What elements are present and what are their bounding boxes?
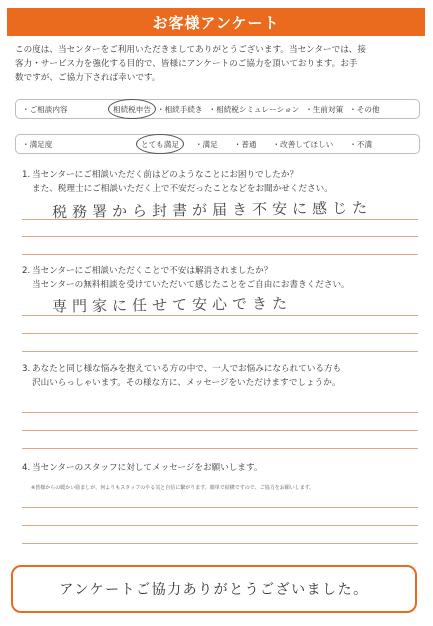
question-number: 4. <box>22 463 31 473</box>
header-banner <box>7 8 425 36</box>
question-number: 3. <box>22 364 31 374</box>
consultation-option-inheritance-procedures[interactable]: ・相続手続き <box>156 104 203 114</box>
answer-line <box>22 351 418 352</box>
intro-line: 数ですが、ご協力下されば幸いです。 <box>15 73 161 83</box>
answer-line <box>22 219 418 220</box>
encouragement-note: ※皆様からの暖かい励ましが、何よりもスタッフのやる気と自信に繋がります。簡単で結構ですので、ご協力をお願いします。 <box>31 485 315 491</box>
question-number: 2. <box>22 266 31 276</box>
intro-line: この度は、当センターをご利用いただきましてありがとうございます。当センターでは、接 <box>15 45 366 55</box>
answer-line <box>22 254 418 255</box>
question-text: 当センターの無料相談を受けていただいて感じたことをご自由にお書きください。 <box>32 280 350 290</box>
satisfaction-option-neutral[interactable]: ・普通 <box>233 139 257 149</box>
consultation-option-inheritance-tax-return[interactable]: 相続税申告 <box>110 104 154 115</box>
consultation-option-other[interactable]: ・その他 <box>349 104 380 114</box>
satisfaction-option-satisfied[interactable]: ・満足 <box>194 139 218 149</box>
satisfaction-option-dissatisfied[interactable]: ・不満 <box>349 139 373 149</box>
survey-title: お客様アンケート <box>152 13 280 32</box>
thank-you-message: アンケートご協力ありがとうございました。 <box>59 582 369 598</box>
question-3 <box>22 362 422 390</box>
consultation-label: ・ご相談内容 <box>22 104 68 114</box>
consultation-type-box <box>15 99 420 119</box>
answer-line <box>22 507 418 508</box>
satisfaction-label: ・満足度 <box>22 139 53 149</box>
answer-line <box>22 236 418 237</box>
answer-line <box>22 333 418 334</box>
answer-line <box>22 543 418 544</box>
satisfaction-option-needs-improvement[interactable]: ・改善してほしい <box>272 139 334 149</box>
satisfaction-option-very-satisfied[interactable]: とても満足 <box>138 139 182 150</box>
intro-line: 客力・サービス力を強化する目的で、皆様にアンケートのご協力を頂いております。お手 <box>15 59 358 69</box>
consultation-option-estate-planning[interactable]: ・生前対策 <box>305 104 344 114</box>
question-text: 当センターのスタッフに対してメッセージをお願いします。 <box>32 463 263 473</box>
question-text: 当センターにご相談いただく前はどのようなことにお困りでしたか？ <box>32 170 299 180</box>
consultation-option-tax-simulation[interactable]: ・相続税シミュレーション <box>208 104 300 114</box>
answer-line <box>22 525 418 526</box>
intro-text <box>15 43 420 85</box>
question-4 <box>22 461 422 475</box>
answer-line <box>22 430 418 431</box>
question-text: 当センターにご相談いただくことで不安は解消されましたか？ <box>32 266 273 276</box>
question-text: あなたと同じ様な悩みを抱えている方の中で、一人でお悩みになられている方も <box>32 364 342 374</box>
answer-line <box>22 412 418 413</box>
question-text: 沢山いらっしゃいます。その様な方に、メッセージをいただけますでしょうか。 <box>32 378 341 388</box>
question-number: 1. <box>22 170 31 180</box>
question-1 <box>22 168 422 196</box>
question-text: また、税理士にご相談いただく上で不安だったことなどをお聞かせください。 <box>32 184 333 194</box>
answer-2-handwriting: 専門家に任せて安心できた <box>51 294 293 316</box>
question-2 <box>22 264 422 292</box>
satisfaction-box <box>15 134 420 154</box>
answer-1-handwriting: 税務署から封書が届き不安に感じた <box>51 198 373 222</box>
thank-you-box <box>11 565 417 613</box>
answer-line <box>22 315 418 316</box>
answer-line <box>22 448 418 449</box>
